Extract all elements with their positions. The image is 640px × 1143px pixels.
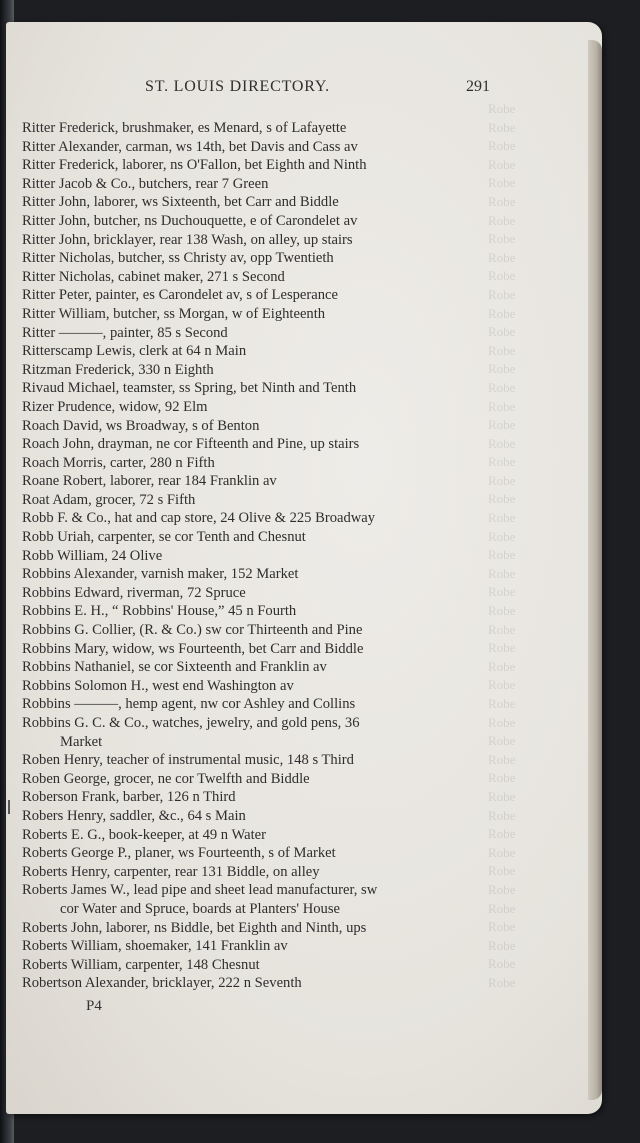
entry: Roberts John, laborer, ns Biddle, bet Eighth and Ninth, ups	[22, 919, 367, 936]
entry-continuation: Market	[60, 733, 103, 750]
entry: Ritterscamp Lewis, clerk at 64 n Main	[22, 343, 247, 360]
entry: Robb Uriah, carpenter, se cor Tenth and Chesnut	[22, 529, 306, 546]
entry: Roberts William, carpenter, 148 Chesnut	[22, 956, 260, 973]
entry: Roberts Henry, carpenter, rear 131 Biddle, on alley	[22, 863, 320, 880]
entry: Ritter Nicholas, butcher, ss Christy av, opp Twentieth	[22, 250, 334, 267]
entry: Roat Adam, grocer, 72 s Fifth	[22, 491, 196, 508]
entry: Robb William, 24 Olive	[22, 547, 163, 564]
entry: Robbins Edward, riverman, 72 Spruce	[22, 584, 246, 601]
entry: Ritter John, laborer, ws Sixteenth, bet Carr and Biddle	[22, 194, 339, 211]
entry: Robbins Nathaniel, se cor Sixteenth and Franklin av	[22, 659, 327, 676]
entry: Robers Henry, saddler, &c., 64 s Main	[22, 807, 246, 824]
entry: Robbins G. C. & Co., watches, jewelry, and gold pens, 36	[22, 715, 360, 731]
entry: Ritter Nicholas, cabinet maker, 271 s Second	[22, 268, 285, 285]
entry: Roach David, ws Broadway, s of Benton	[22, 417, 260, 434]
entry: Ritter John, bricklayer, rear 138 Wash, on alley, up stairs	[22, 231, 353, 248]
entry: Ritter Frederick, laborer, ns O'Fallon, bet Eighth and Ninth	[22, 157, 367, 174]
entry: Ritzman Frederick, 330 n Eighth	[22, 361, 214, 378]
entry: Robbins Solomon H., west end Washington av	[22, 677, 294, 694]
entry: Robbins ———, hemp agent, nw cor Ashley and Collins	[22, 696, 356, 713]
entry: Ritter ———, painter, 85 s Second	[22, 324, 228, 341]
entry: Robbins G. Collier, (R. & Co.) sw cor Thirteenth and Pine	[22, 622, 363, 639]
entry: Roach John, drayman, ne cor Fifteenth and Pine, up stairs	[22, 436, 360, 453]
entry: Ritter John, butcher, ns Duchouquette, e of Carondelet av	[22, 212, 358, 229]
entry-continuation: cor Water and Spruce, boards at Planters' House	[60, 900, 341, 917]
entry: Roben George, grocer, ne cor Twelfth and Biddle	[22, 770, 310, 787]
bleed-through-text: Robe Robe Robe Robe Robe Robe Robe Robe Robe Robe Robe Robe Robe Robe Robe Robe Robe Robe Robe Robe Robe Robe Robe Robe Robe Robe Robe Robe Robe Robe Robe Robe Robe Robe Robe Robe Robe Robe Robe Robe Robe Robe Robe Robe Robe Robe Robe Robe	[488, 101, 516, 990]
entry: Roberts James W., lead pipe and sheet lead manufacturer, sw	[22, 882, 378, 899]
entry: Rizer Prudence, widow, 92 Elm	[22, 398, 208, 415]
entry: Roben Henry, teacher of instrumental music, 148 s Third	[22, 752, 354, 769]
entry: Robertson Alexander, bricklayer, 222 n Seventh	[22, 975, 302, 992]
entry: Ritter Peter, painter, es Carondelet av, s of Lesperance	[22, 287, 338, 304]
page-header	[0, 78, 640, 102]
entry: Roberts E. G., book-keeper, at 49 n Water	[22, 826, 266, 843]
entry: Ritter William, butcher, ss Morgan, w of Eighteenth	[22, 305, 326, 322]
entry: Robbins Alexander, varnish maker, 152 Market	[22, 566, 299, 583]
entry: Robbins E. H., “ Robbins' House,” 45 n Fourth	[22, 603, 297, 620]
entry: Ritter Alexander, carman, ws 14th, bet Davis and Cass av	[22, 138, 358, 155]
entry: Roach Morris, carter, 280 n Fifth	[22, 454, 215, 471]
entry: Ritter Frederick, brushmaker, es Menard, s of Lafayette	[22, 120, 347, 136]
entry: Roberts William, shoemaker, 141 Franklin av	[22, 938, 288, 955]
entry: Robbins Mary, widow, ws Fourteenth, bet Carr and Biddle	[22, 640, 364, 657]
entry: Roane Robert, laborer, rear 184 Franklin av	[22, 473, 277, 490]
entry: Roberts George P., planer, ws Fourteenth, s of Market	[22, 845, 336, 862]
signature-mark: P4	[86, 998, 102, 1014]
directory-entries	[22, 119, 512, 993]
entry: Rivaud Michael, teamster, ss Spring, bet Ninth and Tenth	[22, 380, 357, 397]
entry: Roberson Frank, barber, 126 n Third	[22, 789, 236, 806]
header-title: ST. LOUIS DIRECTORY.	[145, 78, 330, 95]
entry: Ritter Jacob & Co., butchers, rear 7 Green	[22, 175, 269, 192]
page-edge	[588, 40, 602, 1100]
page-number: 291	[466, 78, 490, 95]
margin-mark	[8, 800, 10, 814]
entry: Robb F. & Co., hat and cap store, 24 Olive & 225 Broadway	[22, 510, 376, 527]
